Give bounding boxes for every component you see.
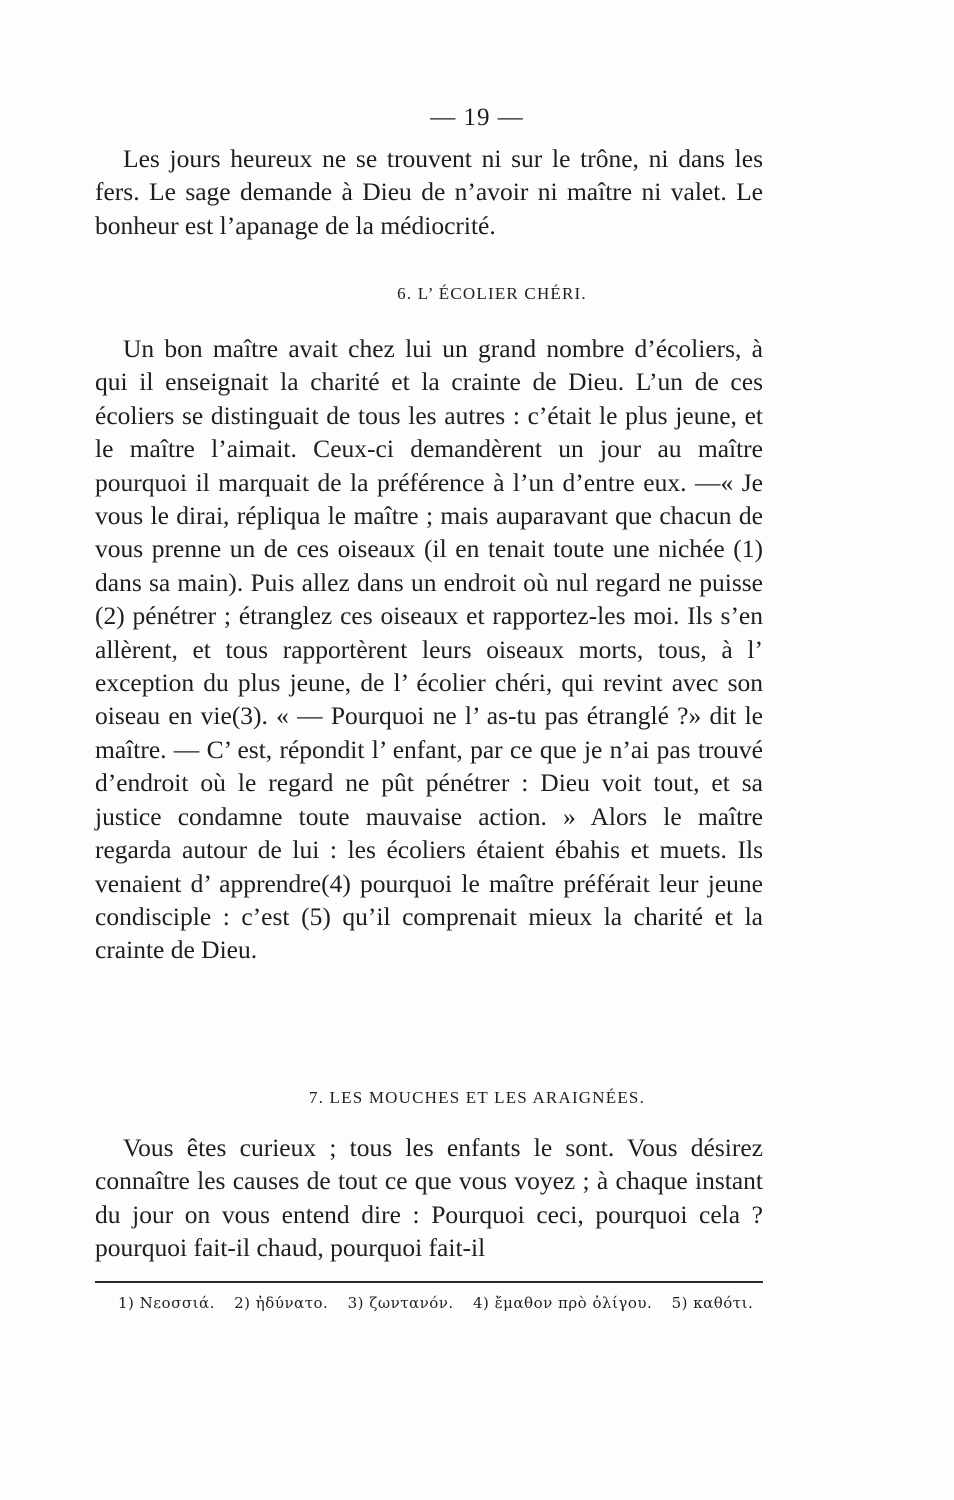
section-7-body-block	[95, 1131, 763, 1265]
footnote-3: 3) ζωντανόν.	[347, 1294, 454, 1312]
footnote-1: 1) Νεοσσιά.	[118, 1294, 215, 1312]
section-7-heading: 7. LES MOUCHES ET LES ARAIGNÉES.	[308, 1088, 646, 1107]
footnote-2: 2) ἠδύνατο.	[234, 1294, 329, 1312]
section-6-heading: 6. L’ ÉCOLIER CHÉRI.	[397, 284, 587, 303]
footnote-5: 5) καθότι.	[671, 1294, 754, 1312]
footnote-4: 4) ἔμαθον πρὸ ὀλίγου.	[472, 1294, 653, 1312]
footnotes	[118, 1294, 768, 1312]
intro-paragraph-block	[95, 142, 763, 242]
section-7-body: Vous êtes curieux ; tous les enfants le sont. Vous désirez connaître les causes de tout ce que vous voyez ; à chaque instant du jour on vous entend dire : Pourquoi ceci, pourquoi cela ? pourquoi fait-il chaud, pourquoi fait-il	[95, 1133, 763, 1263]
footnote-divider	[95, 1281, 763, 1283]
page-number: — 19 —	[430, 104, 524, 131]
section-6-body-block	[95, 332, 763, 967]
section-6-body: Un bon maître avait chez lui un grand nombre d’écoliers, à qui il enseignait la charité et la crainte de Dieu. L’un de ces écoliers se distinguait de tous les autres : c’était le plus jeune, et le maître l’aimait. Ceux-ci demandèrent un jour au maître pourquoi il marquait de la préférence à l’un d’entre eux. —« Je vous le dirai, répliqua le maître ; mais auparavant que chacun de vous prenne un de ces oiseaux (il en tenait toute une nichée (1) dans sa main). Puis allez dans un endroit où nul regard ne puisse (2) pénétrer ; étranglez ces oiseaux et rapportez-les moi. Ils s’en allèrent, et tous rapportèrent leurs oiseaux morts, tous, à l’ exception du plus jeune, de l’ écolier chéri, qui revint avec son oiseau en vie(3). « — Pourquoi ne l’ as-tu pas étranglé ?» dit le maître. — C’ est, répondit l’ enfant, par ce que je n’ai pas trouvé d’endroit où le regard ne pût pénétrer : Dieu voit tout, et sa justice condamne toute mauvaise action. » Alors le maître regarda autour de lui : les écoliers étaient ébahis et muets. Ils venaient d’ apprendre(4) pourquoi le maître préférait leur jeune condisciple : c’est (5) qu’il comprenait mieux la charité et la crainte de Dieu.	[95, 334, 763, 965]
intro-paragraph: Les jours heureux ne se trouvent ni sur le trône, ni dans les fers. Le sage demande à Dieu de n’avoir ni maître ni valet. Le bonheur est l’apanage de la médiocrité.	[95, 144, 763, 240]
